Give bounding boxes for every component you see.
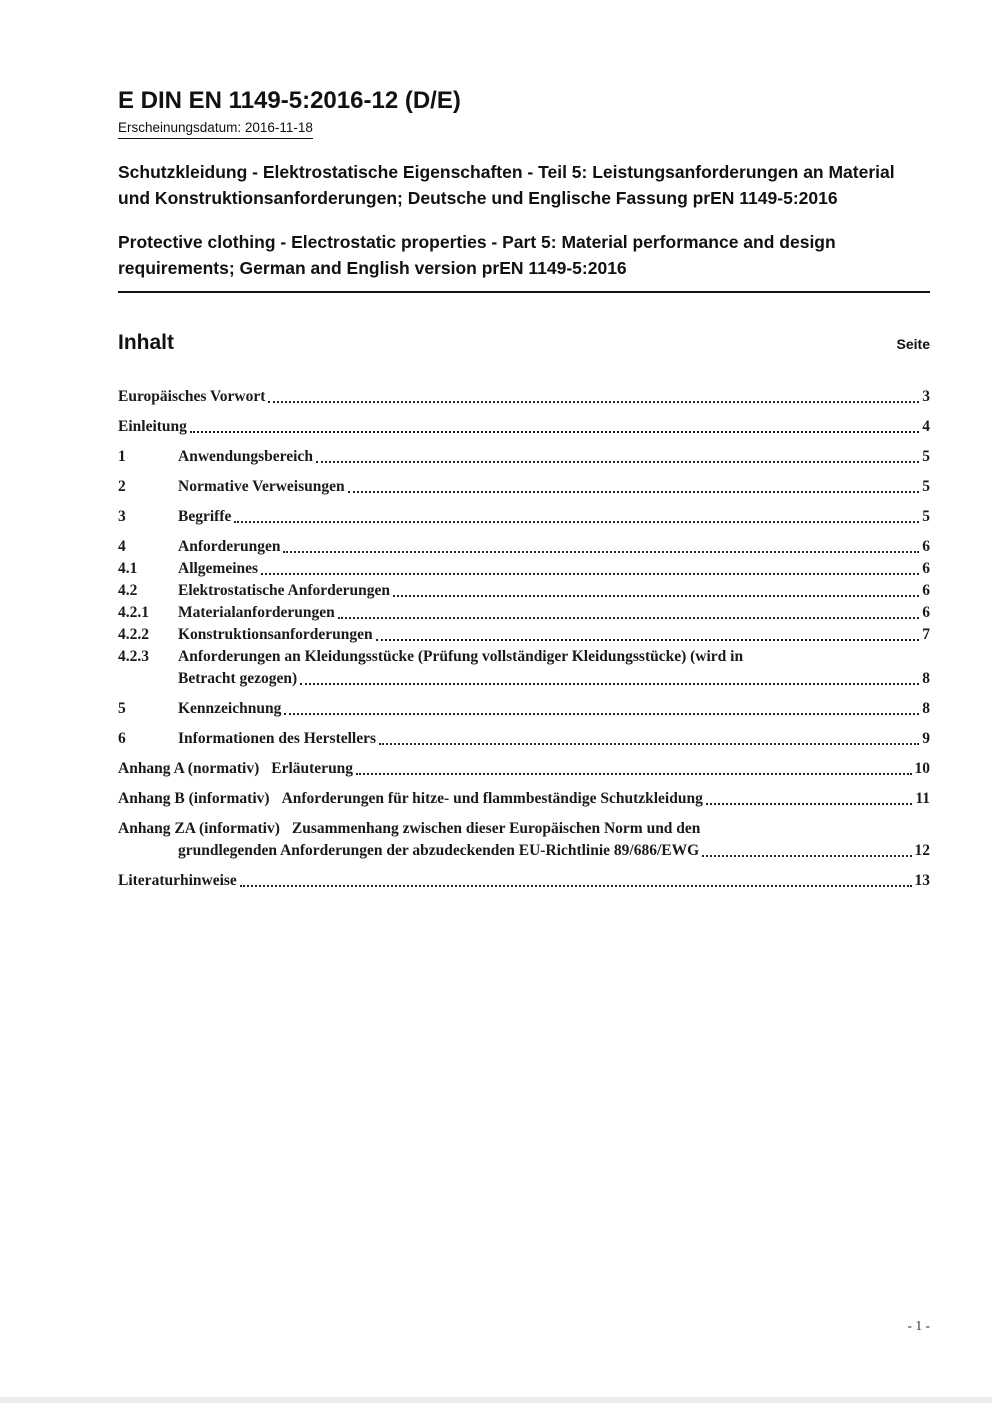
toc-entry-label: Kennzeichnung — [178, 700, 282, 717]
dot-leader — [379, 743, 919, 745]
toc-row-continuation — [118, 669, 930, 688]
toc-entry-anhang-b — [118, 789, 930, 808]
toc-row — [118, 581, 930, 600]
dot-leader — [268, 401, 919, 403]
toc-entry-3 — [118, 507, 930, 526]
toc-entry-page: 4 — [922, 418, 930, 435]
toc-entry-4 — [118, 537, 930, 556]
toc-entry-literaturhinweise — [118, 871, 930, 890]
toc-entry-page: 9 — [922, 730, 930, 747]
toc-entry-label-line2: grundlegenden Anforderungen der abzudeckenden EU-Richtlinie 89/686/EWG — [178, 842, 700, 859]
toc-page-column-label: Seite — [896, 336, 930, 352]
toc-entry-label: Anforderungen für hitze- und flammbeständige Schutzkleidung — [281, 790, 703, 807]
toc-entry-page: 8 — [922, 670, 930, 687]
toc-row — [118, 789, 930, 808]
toc-entry-page: 13 — [914, 872, 930, 889]
toc-entry-page: 12 — [914, 842, 930, 859]
dot-leader — [261, 573, 919, 575]
toc-entry-anhang-za — [118, 819, 930, 860]
toc-row — [118, 647, 930, 666]
toc-entry-4-1 — [118, 559, 930, 578]
dot-leader — [338, 617, 920, 619]
toc-entry-4-2 — [118, 581, 930, 600]
dot-leader — [240, 885, 912, 887]
release-date: Erscheinungsdatum: 2016-11-18 — [118, 119, 313, 139]
toc-entry-anhang-a — [118, 759, 930, 778]
toc-row — [118, 603, 930, 622]
toc-heading: Inhalt — [118, 331, 174, 354]
toc-entry-label: Allgemeines — [178, 560, 259, 577]
toc-entry-page: 7 — [922, 626, 930, 643]
toc-entry-prefix: Anhang ZA (informativ) — [118, 820, 280, 837]
toc-entry-page: 10 — [914, 760, 930, 777]
toc-row — [118, 759, 930, 778]
toc-entry-4-2-1 — [118, 603, 930, 622]
toc-entry-number: 4 — [118, 538, 126, 555]
toc-entry-number: 2 — [118, 478, 126, 495]
title-german: Schutzkleidung - Elektrostatische Eigenschaften - Teil 5: Leistungsanforderungen an Material und Konstruktionsanforderungen; Deutsche und Englische Fassung prEN 1149-5:2016 — [118, 162, 895, 208]
title-english: Protective clothing - Electrostatic properties - Part 5: Material performance and design requirements; German and English version prEN 1149-5:2016 — [118, 232, 836, 278]
dot-leader — [376, 639, 920, 641]
toc-entry-label: Europäisches Vorwort — [118, 388, 266, 405]
toc-entry-page: 5 — [922, 508, 930, 525]
toc-entry-1 — [118, 447, 930, 466]
toc-entry-number: 4.1 — [118, 560, 138, 577]
toc-entry-page: 6 — [922, 538, 930, 555]
toc-row — [118, 507, 930, 526]
dot-leader — [706, 803, 912, 805]
document-number: E DIN EN 1149-5:2016-12 (D/E) — [118, 87, 461, 114]
toc-row — [118, 447, 930, 466]
table-of-contents — [118, 387, 930, 890]
toc-entry-number: 4.2.2 — [118, 626, 149, 643]
dot-leader — [393, 595, 919, 597]
toc-entry-page: 6 — [922, 582, 930, 599]
toc-entry-label: Anwendungsbereich — [178, 448, 313, 465]
toc-entry-einleitung — [118, 417, 930, 436]
toc-entry-label-line2: Betracht gezogen) — [178, 670, 298, 687]
toc-entry-label: Anforderungen — [178, 538, 281, 555]
toc-row — [118, 387, 930, 406]
dot-leader — [234, 521, 919, 523]
toc-entry-2 — [118, 477, 930, 496]
toc-row — [118, 819, 930, 838]
toc-entry-number: 4.2.3 — [118, 648, 149, 665]
toc-entry-label-line1: Anforderungen an Kleidungsstücke (Prüfung vollständiger Kleidungsstücke) (wird in — [178, 648, 744, 665]
toc-entry-number: 6 — [118, 730, 126, 747]
dot-leader — [356, 773, 911, 775]
release-date-row — [118, 114, 930, 139]
page-content — [118, 0, 930, 890]
toc-entry-label: Materialanforderungen — [178, 604, 335, 621]
toc-entry-label: Informationen des Herstellers — [178, 730, 377, 747]
toc-entry-prefix: Anhang B (informativ) — [118, 790, 270, 807]
toc-entry-page: 8 — [922, 700, 930, 717]
toc-row — [118, 417, 930, 436]
toc-entry-page: 5 — [922, 448, 930, 465]
dot-leader — [190, 431, 919, 433]
dot-leader — [284, 713, 919, 715]
toc-header-row — [118, 331, 930, 355]
toc-entry-4-2-2 — [118, 625, 930, 644]
dot-leader — [348, 491, 920, 493]
toc-entry-label: Begriffe — [178, 508, 232, 525]
toc-entry-4-2-3 — [118, 647, 930, 688]
toc-entry-page: 6 — [922, 560, 930, 577]
horizontal-divider — [118, 291, 930, 293]
toc-row — [118, 699, 930, 718]
toc-row — [118, 729, 930, 748]
toc-row — [118, 871, 930, 890]
toc-entry-label: Erläuterung — [271, 760, 354, 777]
toc-entry-page: 11 — [915, 790, 930, 807]
toc-entry-number: 5 — [118, 700, 126, 717]
page-bottom-edge — [0, 1397, 992, 1403]
dot-leader — [702, 855, 911, 857]
toc-row — [118, 537, 930, 556]
toc-entry-6 — [118, 729, 930, 748]
toc-entry-number: 1 — [118, 448, 126, 465]
toc-entry-label: Konstruktionsanforderungen — [178, 626, 373, 643]
dot-leader — [316, 461, 919, 463]
toc-row — [118, 477, 930, 496]
toc-entry-label: Einleitung — [118, 418, 187, 435]
toc-entry-5 — [118, 699, 930, 718]
dot-leader — [300, 683, 919, 685]
page-number-footer: - 1 - — [907, 1318, 930, 1333]
toc-row — [118, 625, 930, 644]
toc-entry-label: Normative Verweisungen — [178, 478, 345, 495]
toc-row-continuation — [118, 841, 930, 860]
toc-entry-number: 4.2 — [118, 582, 138, 599]
toc-entry-label: Elektrostatische Anforderungen — [178, 582, 390, 599]
toc-entry-europaeisches-vorwort — [118, 387, 930, 406]
toc-entry-number: 3 — [118, 508, 126, 525]
toc-entry-page: 6 — [922, 604, 930, 621]
toc-entry-prefix: Anhang A (normativ) — [118, 760, 260, 777]
dot-leader — [283, 551, 919, 553]
toc-entry-label-line1: Zusammenhang zwischen dieser Europäischen Norm und den — [291, 820, 701, 837]
toc-entry-page: 3 — [922, 388, 930, 405]
toc-row — [118, 559, 930, 578]
toc-entry-number: 4.2.1 — [118, 604, 149, 621]
toc-entry-label: Literaturhinweise — [118, 872, 237, 889]
toc-entry-page: 5 — [922, 478, 930, 495]
